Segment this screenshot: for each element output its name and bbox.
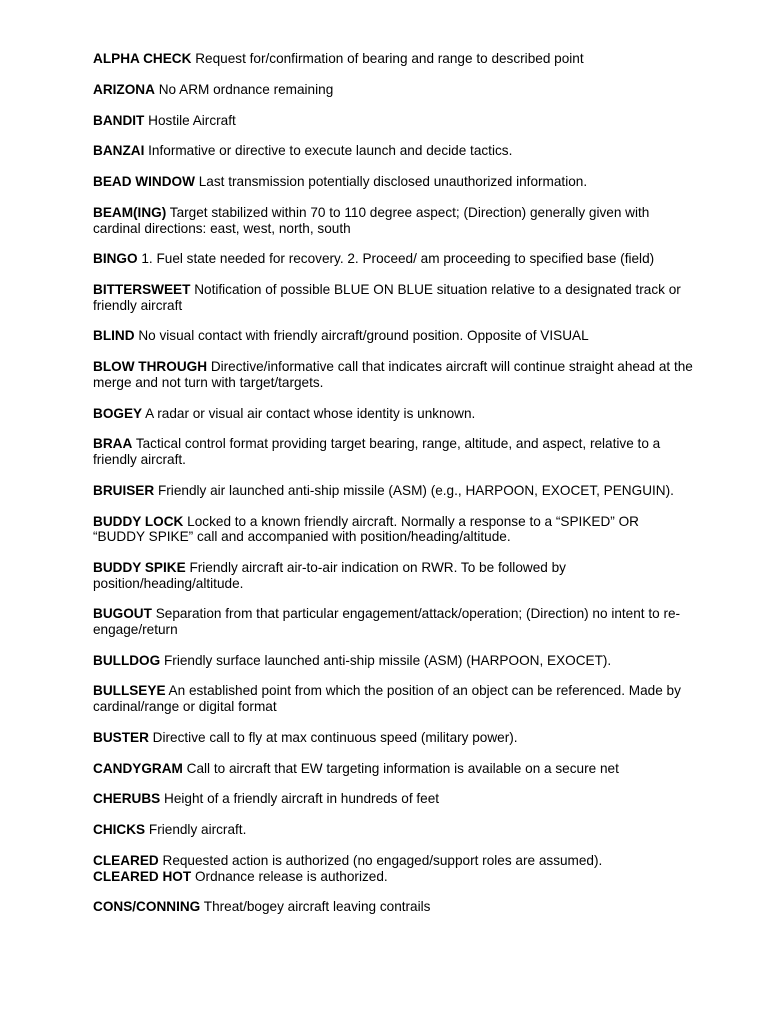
glossary-entry xyxy=(93,406,693,422)
entry-definition: Tactical control format providing target bearing, range, altitude, and aspect, relative to a friendly aircraft. xyxy=(93,436,661,467)
glossary-entry xyxy=(93,761,693,777)
glossary-entry xyxy=(93,174,693,190)
entry-definition: Friendly aircraft air-to-air indication on RWR. To be followed by position/heading/altitude. xyxy=(93,559,566,591)
entry-term: BOGEY xyxy=(93,405,143,421)
entry-definition: No ARM ordnance remaining xyxy=(158,81,334,97)
entry-definition: Threat/bogey aircraft leaving contrails xyxy=(203,899,431,915)
entry-definition: Locked to a known friendly aircraft. Normally a response to a “SPIKED” OR “BUDDY SPIKE” call and accompanied with position/heading/altitude. xyxy=(93,513,639,545)
glossary-entry xyxy=(93,328,693,344)
entry-definition: A radar or visual air contact whose identity is unknown. xyxy=(145,405,476,421)
entry-term: BLOW THROUGH xyxy=(93,359,208,375)
entry-definition: Hostile Aircraft xyxy=(148,112,236,128)
glossary-entry xyxy=(93,282,693,313)
entry-term: BANDIT xyxy=(93,112,145,128)
glossary-entry xyxy=(93,436,693,467)
entry-definition: Directive call to fly at max continuous speed (military power). xyxy=(152,729,518,745)
glossary-entry xyxy=(93,514,693,545)
glossary-entry xyxy=(93,82,693,98)
entry-term: ARIZONA xyxy=(93,81,155,97)
entry-definition: Target stabilized within 70 to 110 degree aspect; (Direction) generally given with cardinal directions: east, west, north, south xyxy=(93,204,650,236)
glossary-entry xyxy=(93,653,693,669)
entry-term: BULLSEYE xyxy=(93,683,166,699)
entry-definition: Friendly air launched anti-ship missile (ASM) (e.g., HARPOON, EXOCET, PENGUIN). xyxy=(157,482,674,498)
entry-definition: Ordnance release is authorized. xyxy=(194,868,388,884)
glossary-entry xyxy=(93,730,693,746)
entry-term: BUSTER xyxy=(93,729,149,745)
entry-definition: Friendly aircraft. xyxy=(148,822,247,838)
entry-term: BUGOUT xyxy=(93,606,152,622)
glossary-entry xyxy=(93,143,693,159)
entry-definition: Height of a friendly aircraft in hundreds of feet xyxy=(164,791,440,807)
entry-definition: Separation from that particular engagement/attack/operation; (Direction) no intent to re-engage/return xyxy=(93,606,681,637)
glossary-entry xyxy=(93,606,693,637)
glossary-entry xyxy=(93,359,693,390)
entry-definition: Friendly surface launched anti-ship missile (ASM) (HARPOON, EXOCET). xyxy=(164,652,612,668)
glossary-entry xyxy=(93,822,693,838)
entry-term: BEAD WINDOW xyxy=(93,174,195,190)
entry-term: CONS/CONNING xyxy=(93,899,201,915)
entry-term: BLIND xyxy=(93,328,135,344)
entry-term: BITTERSWEET xyxy=(93,282,191,298)
glossary-entry xyxy=(93,113,693,129)
entry-term: CANDYGRAM xyxy=(93,760,183,776)
entry-term: BRAA xyxy=(93,436,133,452)
glossary-entry xyxy=(93,205,693,236)
glossary-page xyxy=(93,51,693,930)
glossary-entry xyxy=(93,51,693,67)
glossary-entry xyxy=(93,560,693,591)
entry-term: CHERUBS xyxy=(93,791,161,807)
entry-definition: An established point from which the position of an object can be referenced. Made by cardinal/range or digital format xyxy=(93,683,681,715)
glossary-entry xyxy=(93,899,693,915)
entry-term: BINGO xyxy=(93,251,138,267)
entry-term: BUDDY LOCK xyxy=(93,513,184,529)
glossary-entry xyxy=(93,251,693,267)
glossary-entry xyxy=(93,483,693,499)
entry-definition: No visual contact with friendly aircraft/ground position. Opposite of VISUAL xyxy=(138,328,589,344)
entry-term: BRUISER xyxy=(93,482,155,498)
entry-definition: Informative or directive to execute launch and decide tactics. xyxy=(148,143,513,159)
entry-definition: Notification of possible BLUE ON BLUE situation relative to a designated track or friendly aircraft xyxy=(93,282,681,313)
entry-term: BUDDY SPIKE xyxy=(93,559,186,575)
entry-term: BANZAI xyxy=(93,143,145,159)
entry-term: BEAM(ING) xyxy=(93,204,167,220)
glossary-entry xyxy=(93,853,693,869)
entry-term: BULLDOG xyxy=(93,652,161,668)
glossary-entry xyxy=(93,791,693,807)
glossary-entry xyxy=(93,683,693,714)
entry-definition: Request for/confirmation of bearing and range to described point xyxy=(195,51,584,66)
entry-definition: 1. Fuel state needed for recovery. 2. Proceed/ am proceeding to specified base (field) xyxy=(141,251,655,267)
entry-definition: Last transmission potentially disclosed unauthorized information. xyxy=(198,174,588,190)
entry-term: ALPHA CHECK xyxy=(93,51,192,66)
entry-term: CLEARED xyxy=(93,852,159,868)
entry-term: CLEARED HOT xyxy=(93,868,192,884)
entry-definition: Requested action is authorized (no engaged/support roles are assumed). xyxy=(162,852,603,868)
entry-definition: Directive/informative call that indicates aircraft will continue straight ahead at the merge and not turn with target/targets. xyxy=(93,359,693,390)
entry-term: CHICKS xyxy=(93,822,146,838)
glossary-entry xyxy=(93,869,693,885)
entry-definition: Call to aircraft that EW targeting information is available on a secure net xyxy=(186,760,619,776)
